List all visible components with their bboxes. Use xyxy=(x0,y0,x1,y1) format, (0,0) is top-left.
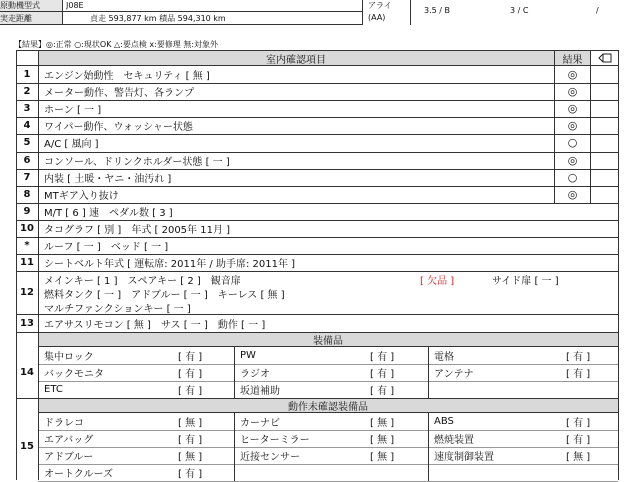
equipment-name: 近接センサー xyxy=(240,452,300,463)
tire-sub: (AA) xyxy=(368,12,386,22)
inspection-item: ワイパー動作、ウォッシャー状態 xyxy=(44,122,193,134)
inspection-item: A/C [ 風向 ] xyxy=(44,139,99,151)
result-mark: ◎ xyxy=(567,187,578,201)
inspection-item: タコグラフ [ 別 ] 年式 [ 2005年 11月 ] xyxy=(44,224,231,236)
equipment-value: [ 有 ] xyxy=(178,352,203,363)
equipment-value: [ 無 ] xyxy=(370,418,395,429)
side-door-status: サイド扉 [ 一 ] xyxy=(492,275,559,286)
equipment-name xyxy=(434,381,564,398)
row-number: 5 xyxy=(23,137,31,149)
inspection-item: シートベルト年式 [ 運転席: 2011年 / 助手席: 2011年 ] xyxy=(44,259,296,271)
equipment-value: [ 無 ] xyxy=(370,452,395,463)
result-mark: ○ xyxy=(567,136,578,150)
equipment-name: ラジオ xyxy=(240,369,270,380)
key-info-line2: 燃料タンク [ 一 ] アドブルー [ 一 ] キーレス [ 無 ] xyxy=(44,289,285,300)
engine-model-value: J08E xyxy=(66,1,84,10)
equipment-value: [ 有 ] xyxy=(178,369,203,380)
section-header-unconfirmed: 動作未確認装備品 xyxy=(38,399,618,412)
result-mark: ○ xyxy=(567,170,578,184)
equipment-value: [ 有 ] xyxy=(370,386,395,397)
result-mark: ◎ xyxy=(567,68,578,82)
result-mark: ◎ xyxy=(567,102,578,116)
row-number: * xyxy=(24,240,30,252)
mileage-value: 貞走 593,877 km 積品 594,310 km xyxy=(90,13,226,23)
equipment-value xyxy=(566,464,616,481)
equipment-name: ABS xyxy=(434,416,454,427)
equipment-value: [ 無 ] xyxy=(370,435,395,446)
inspection-item: コンソール、ドリンクホルダー状態 [ 一 ] xyxy=(44,156,230,168)
air-suspension-row: エアサスリモコン [ 無 ] サス [ 一 ] 動作 [ 一 ] xyxy=(44,320,266,331)
row-number: 4 xyxy=(23,120,31,132)
inspection-item: ルーフ [ 一 ] ベッド [ 一 ] xyxy=(44,242,169,254)
key-info-line3: マルチファンクションキー [ 一 ] xyxy=(44,303,191,314)
inspection-item: M/T [ 6 ] 速 ペダル数 [ 3 ] xyxy=(44,207,173,219)
equipment-name: 速度制御装置 xyxy=(434,452,494,463)
equipment-value: [ 有 ] xyxy=(178,435,203,446)
equipment-name xyxy=(434,464,564,481)
equipment-value: [ 無 ] xyxy=(178,418,203,429)
equipment-name: アドブルー xyxy=(44,452,94,463)
equipment-value: [ 有 ] xyxy=(566,435,591,446)
equipment-value: [ 有 ] xyxy=(178,386,203,397)
equipment-name: ETC xyxy=(44,384,63,395)
row-number-12: 12 xyxy=(20,286,34,298)
result-column-header: 結果 xyxy=(555,51,590,65)
result-mark: ◎ xyxy=(567,119,578,133)
equipment-name: カーナビ xyxy=(240,418,280,429)
equipment-value: [ 有 ] xyxy=(566,418,591,429)
missing-status: [ 欠品 ] xyxy=(420,275,455,286)
row-number-13: 13 xyxy=(20,318,34,329)
edit-icon[interactable] xyxy=(591,51,618,65)
result-legend: 【結果】◎:正常 ○:現状OK △:要点検 x:要修理 無:対象外 xyxy=(14,39,219,49)
equipment-name: ヒーターミラー xyxy=(240,435,310,446)
equipment-name: 電格 xyxy=(434,352,454,363)
result-mark: ◎ xyxy=(567,85,578,99)
row-number: 2 xyxy=(23,86,31,98)
equipment-value: [ 有 ] xyxy=(178,469,203,480)
equipment-value: [ 有 ] xyxy=(566,369,591,380)
equipment-name xyxy=(240,464,370,481)
equipment-name: オートクルーズ xyxy=(44,469,113,480)
mileage-label: 実走距離 xyxy=(0,12,62,24)
equipment-name: 燃焼装置 xyxy=(434,435,474,446)
row-number-15: 15 xyxy=(20,440,34,452)
tire-label: アライ xyxy=(368,1,392,10)
equipment-name: ドラレコ xyxy=(44,418,84,429)
row-number: 1 xyxy=(23,69,31,81)
row-number: 9 xyxy=(23,205,31,217)
equipment-name: エアバッグ xyxy=(44,435,94,446)
row-number: 7 xyxy=(23,171,31,183)
tire-value-3: / xyxy=(596,5,599,15)
row-number: 8 xyxy=(23,188,31,200)
equipment-value: [ 有 ] xyxy=(566,352,591,363)
equipment-name: アンテナ xyxy=(434,369,474,380)
equipment-name: 集中ロック xyxy=(44,352,94,363)
result-mark: ◎ xyxy=(567,153,578,167)
inspection-item: MTギア入り抜け xyxy=(44,190,119,202)
equipment-value: [ 有 ] xyxy=(370,352,395,363)
inspection-item: 内装 [ 土暖・ヤニ・油汚れ ] xyxy=(44,173,172,185)
row-number-14: 14 xyxy=(20,366,34,378)
equipment-value: [ 無 ] xyxy=(566,452,591,463)
equipment-value xyxy=(566,381,616,398)
inspection-item: メーター動作、警告灯、各ランプ xyxy=(44,88,194,100)
row-number: 11 xyxy=(20,257,34,269)
inspection-item: ホーン [ 一 ] xyxy=(44,105,102,117)
inspection-item: エンジン始動性 セキュリティ [ 無 ] xyxy=(44,71,210,83)
section-header-equipment: 装備品 xyxy=(38,333,618,346)
equipment-name: 坂道補助 xyxy=(240,386,280,397)
equipment-name: PW xyxy=(240,350,256,361)
equipment-name: バックモニタ xyxy=(44,369,104,380)
equipment-value: [ 有 ] xyxy=(370,369,395,380)
engine-model-label: 原動機型式 xyxy=(0,0,62,11)
row-number: 3 xyxy=(23,103,31,115)
tire-value-1: 3.5 / B xyxy=(424,5,450,15)
row-number: 6 xyxy=(23,154,31,166)
equipment-value xyxy=(370,464,426,481)
equipment-value: [ 無 ] xyxy=(178,452,203,463)
section-header-interior: 室内確認項目 xyxy=(38,51,554,65)
row-number: 10 xyxy=(20,222,34,234)
key-info-line1: メインキー [ 1 ] スペアキー [ 2 ] 観音扉 xyxy=(44,275,241,286)
tire-value-2: 3 / C xyxy=(510,5,529,15)
